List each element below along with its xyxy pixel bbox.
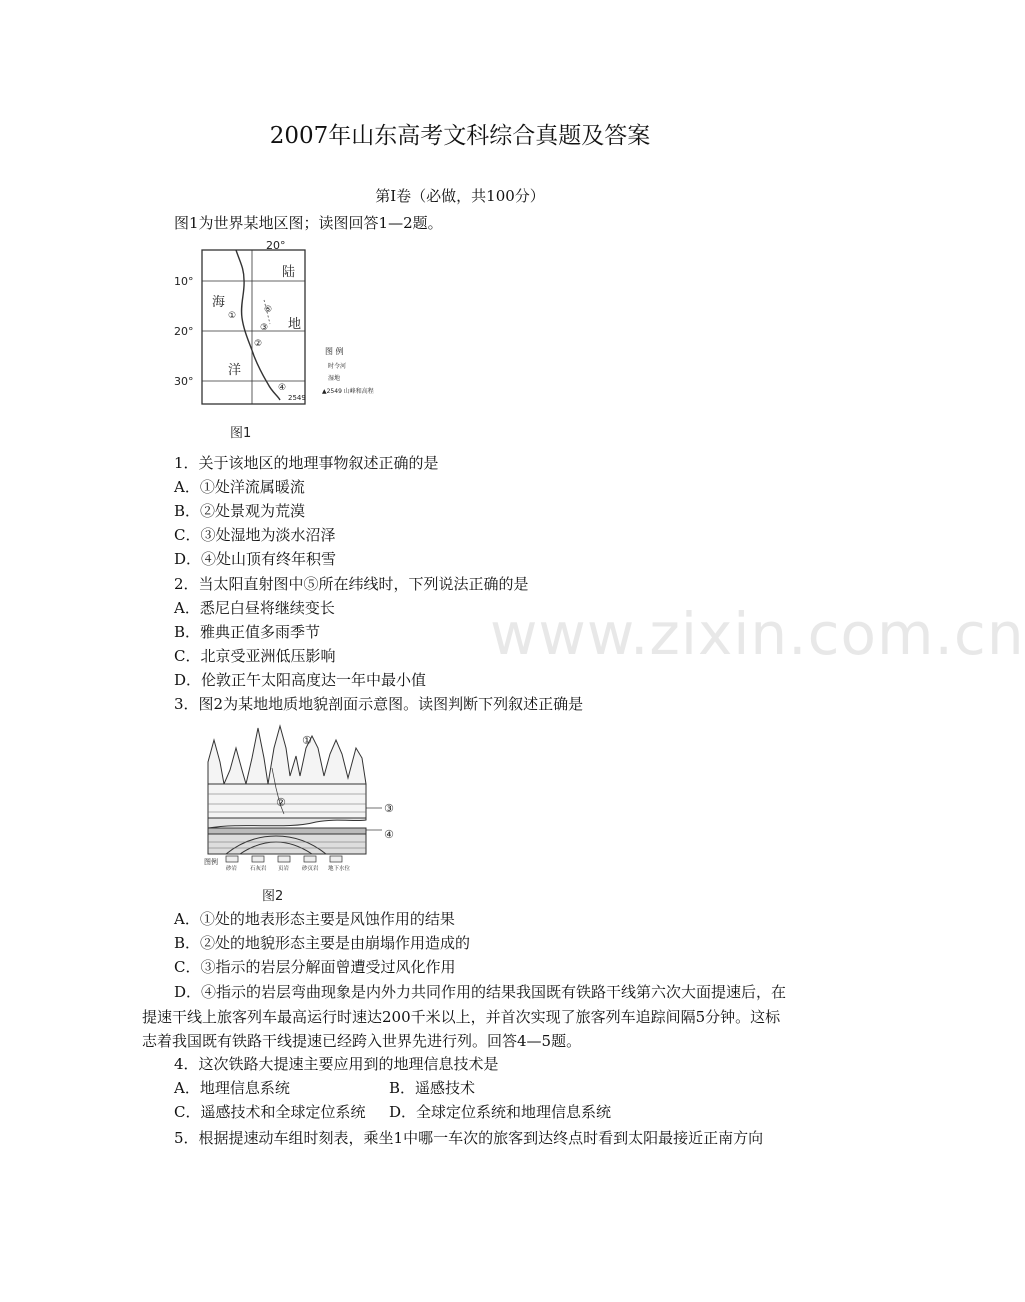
q2-stem: 2．当太阳直射图中⑤所在纬线时，下列说法正确的是 [174,575,529,593]
fig2-legend-item-4: 砂页岩 [302,866,319,872]
q1-option-d: D．④处山顶有终年积雪 [174,550,337,568]
legend-item-2: 湿地 [328,375,341,382]
point-mark-4: ④ [278,383,287,393]
q1-stem: 1．关于该地区的地理事物叙述正确的是 [174,454,439,472]
sea-word-1: 海 [212,295,226,310]
q4-option-c: C．遥感技术和全球定位系统 [174,1103,366,1121]
fig2-legend-title: 图例 [204,858,218,866]
figure-2-profile [196,718,416,904]
fig2-mark-2: ② [276,796,286,809]
q3-stem: 3．图2为某地地质地貌剖面示意图。读图判断下列叙述正确是 [174,695,584,713]
lat-label-10: 10° [174,275,194,288]
fig2-mark-1: ① [302,734,312,747]
q3-option-c: C．③指示的岩层分解面曾遭受过风化作用 [174,958,456,976]
figure-2-caption: 图2 [262,889,284,904]
figure-1-caption: 图1 [230,426,252,441]
q1-option-a: A．①处洋流属暖流 [174,478,305,496]
watermark: www.zixin.com.cn [490,600,1025,668]
intro-text: 图1为世界某地区图；读图回答1—2题。 [174,214,443,232]
lat-label-30: 30° [174,375,194,388]
legend-item-1: 时令河 [328,363,347,370]
peak-value: 2549 [288,394,306,402]
land-word-2: 地 [288,317,302,332]
q2-option-a: A．悉尼白昼将继续变长 [174,599,335,617]
section-heading: 第Ⅰ卷（必做，共100分） [375,187,545,205]
q1-option-c: C．③处湿地为淡水沼泽 [174,526,336,544]
fig2-legend-item-5: 地下水位 [328,866,351,872]
fig2-legend-item-2: 石灰岩 [250,866,267,872]
point-mark-5: ⑤ [264,305,273,315]
fig2-mark-3: ③ [384,802,394,815]
q4-option-a: A．地理信息系统 [174,1079,290,1097]
point-mark-2: ② [254,339,263,349]
lon-label: 20° [266,239,286,252]
figure-1-map [168,240,388,446]
q3-option-d-and-passage: D．④指示的岩层弯曲现象是内外力共同作用的结果我国既有铁路干线第六次大面提速后，在提速干线上旅客列车最高运行时速达200千米以上，并首次实现了旅客列车追踪间隔5分钟。这标志着我国既有铁路干线提速已经跨入世界先进行列。回答4—5题。 [142,983,787,1050]
q2-option-d: D．伦敦正午太阳高度达一年中最小值 [174,671,427,689]
q2-option-b: B．雅典正值多雨季节 [174,623,321,641]
document-title: 2007年山东高考文科综合真题及答案 [269,123,651,149]
legend-title: 图 例 [325,347,344,356]
sea-word-2: 洋 [228,363,242,378]
q3-option-a: A．①处的地表形态主要是风蚀作用的结果 [174,910,455,928]
fig2-mark-4: ④ [384,828,394,841]
q5-stem: 5．根据提速动车组时刻表，乘坐1中哪一车次的旅客到达终点时看到太阳最接近正南方向 [174,1129,764,1147]
point-mark-3: ③ [260,323,269,333]
q3-option-b: B．②处的地貌形态主要是由崩塌作用造成的 [174,934,471,952]
q4-stem: 4．这次铁路大提速主要应用到的地理信息技术是 [174,1055,499,1073]
q1-option-b: B．②处景观为荒漠 [174,502,306,520]
land-word-1: 陆 [282,265,296,280]
q4-option-b: B．遥感技术 [389,1079,476,1097]
lat-label-20: 20° [174,325,194,338]
fig2-legend-item-3: 页岩 [278,866,290,872]
fig2-legend-item-1: 砂岩 [226,866,238,872]
legend-item-3: ▲2549 山峰和高程 [322,388,374,395]
q2-option-c: C．北京受亚洲低压影响 [174,647,336,665]
q4-option-d: D．全球定位系统和地理信息系统 [389,1103,612,1121]
point-mark-1: ① [228,311,237,321]
